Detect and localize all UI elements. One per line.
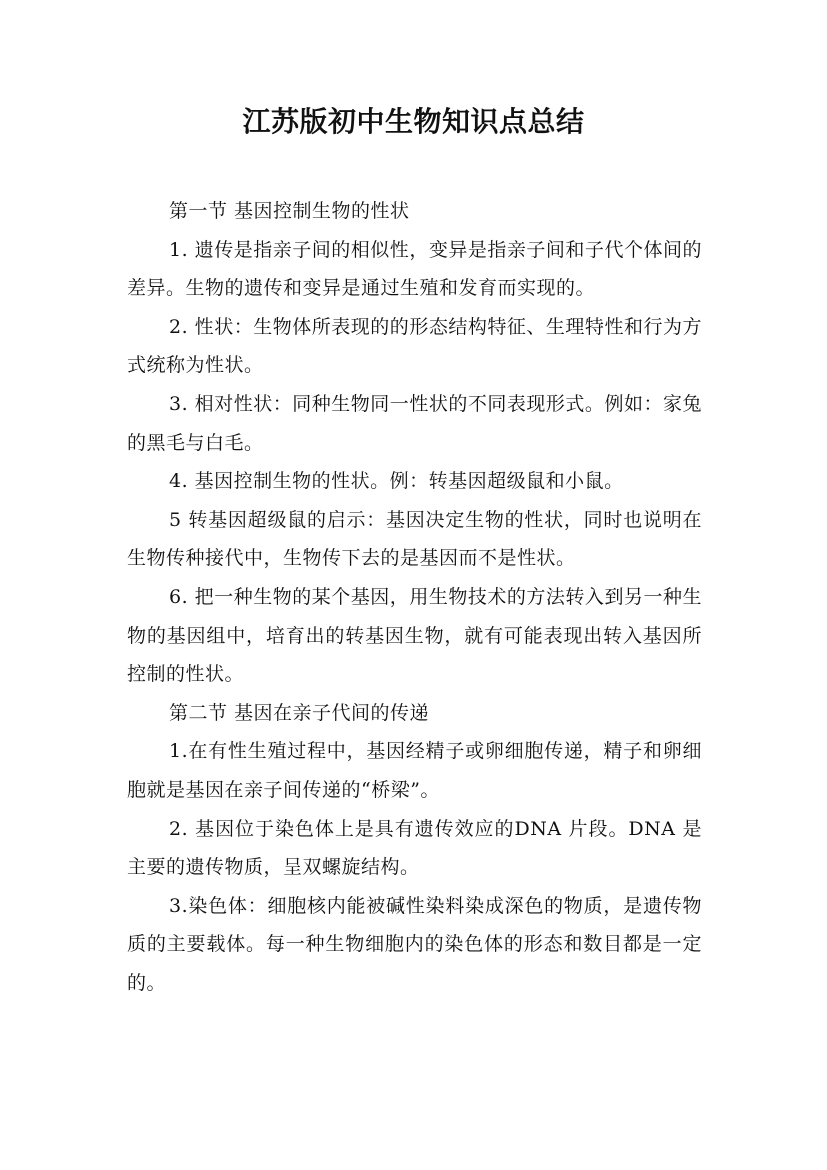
section-2-paragraph-1: 1.在有性生殖过程中，基因经精子或卵细胞传递，精子和卵细胞就是基因在亲子间传递的“桥梁”。 bbox=[127, 740, 702, 801]
section-1-paragraph-2: 2. 性状：生物体所表现的的形态结构特征、生理特性和行为方式统称为性状。 bbox=[127, 315, 702, 377]
section-1-paragraph-3: 3. 相对性状：同种生物同一性状的不同表现形式。例如：家兔的黑毛与白毛。 bbox=[127, 392, 702, 454]
section-1-paragraph-6: 6. 把一种生物的某个基因，用生物技术的方法转入到另一种生物的基因组中，培育出的转基因生物，就有可能表现出转入基因所控制的性状。 bbox=[127, 585, 702, 686]
section-heading-2: 第二节 基因在亲子代间的传递 bbox=[169, 701, 430, 724]
section-2-paragraph-2: 2. 基因位于染色体上是具有遗传效应的DNA 片段。DNA 是主要的遗传物质，呈双螺旋结构。 bbox=[127, 817, 702, 879]
document-body bbox=[127, 192, 702, 1002]
section-1-paragraph-4: 4. 基因控制生物的性状。例：转基因超级鼠和小鼠。 bbox=[169, 470, 624, 493]
section-heading-1: 第一节 基因控制生物的性状 bbox=[169, 200, 410, 222]
page-title: 江苏版初中生物知识点总结 bbox=[242, 105, 585, 138]
section-1-paragraph-1: 1. 遗传是指亲子间的相似性，变异是指亲子间和子代个体间的差异。生物的遗传和变异是通过生殖和发育而实现的。 bbox=[127, 238, 702, 300]
section-2-paragraph-3: 3.染色体：细胞核内能被碱性染料染成深色的物质，是遗传物质的主要载体。每一种生物细胞内的染色体的形态和数目都是一定的。 bbox=[127, 894, 702, 994]
section-1-paragraph-5: 5 转基因超级鼠的启示：基因决定生物的性状，同时也说明在生物传种接代中，生物传下去的是基因而不是性状。 bbox=[127, 508, 702, 570]
